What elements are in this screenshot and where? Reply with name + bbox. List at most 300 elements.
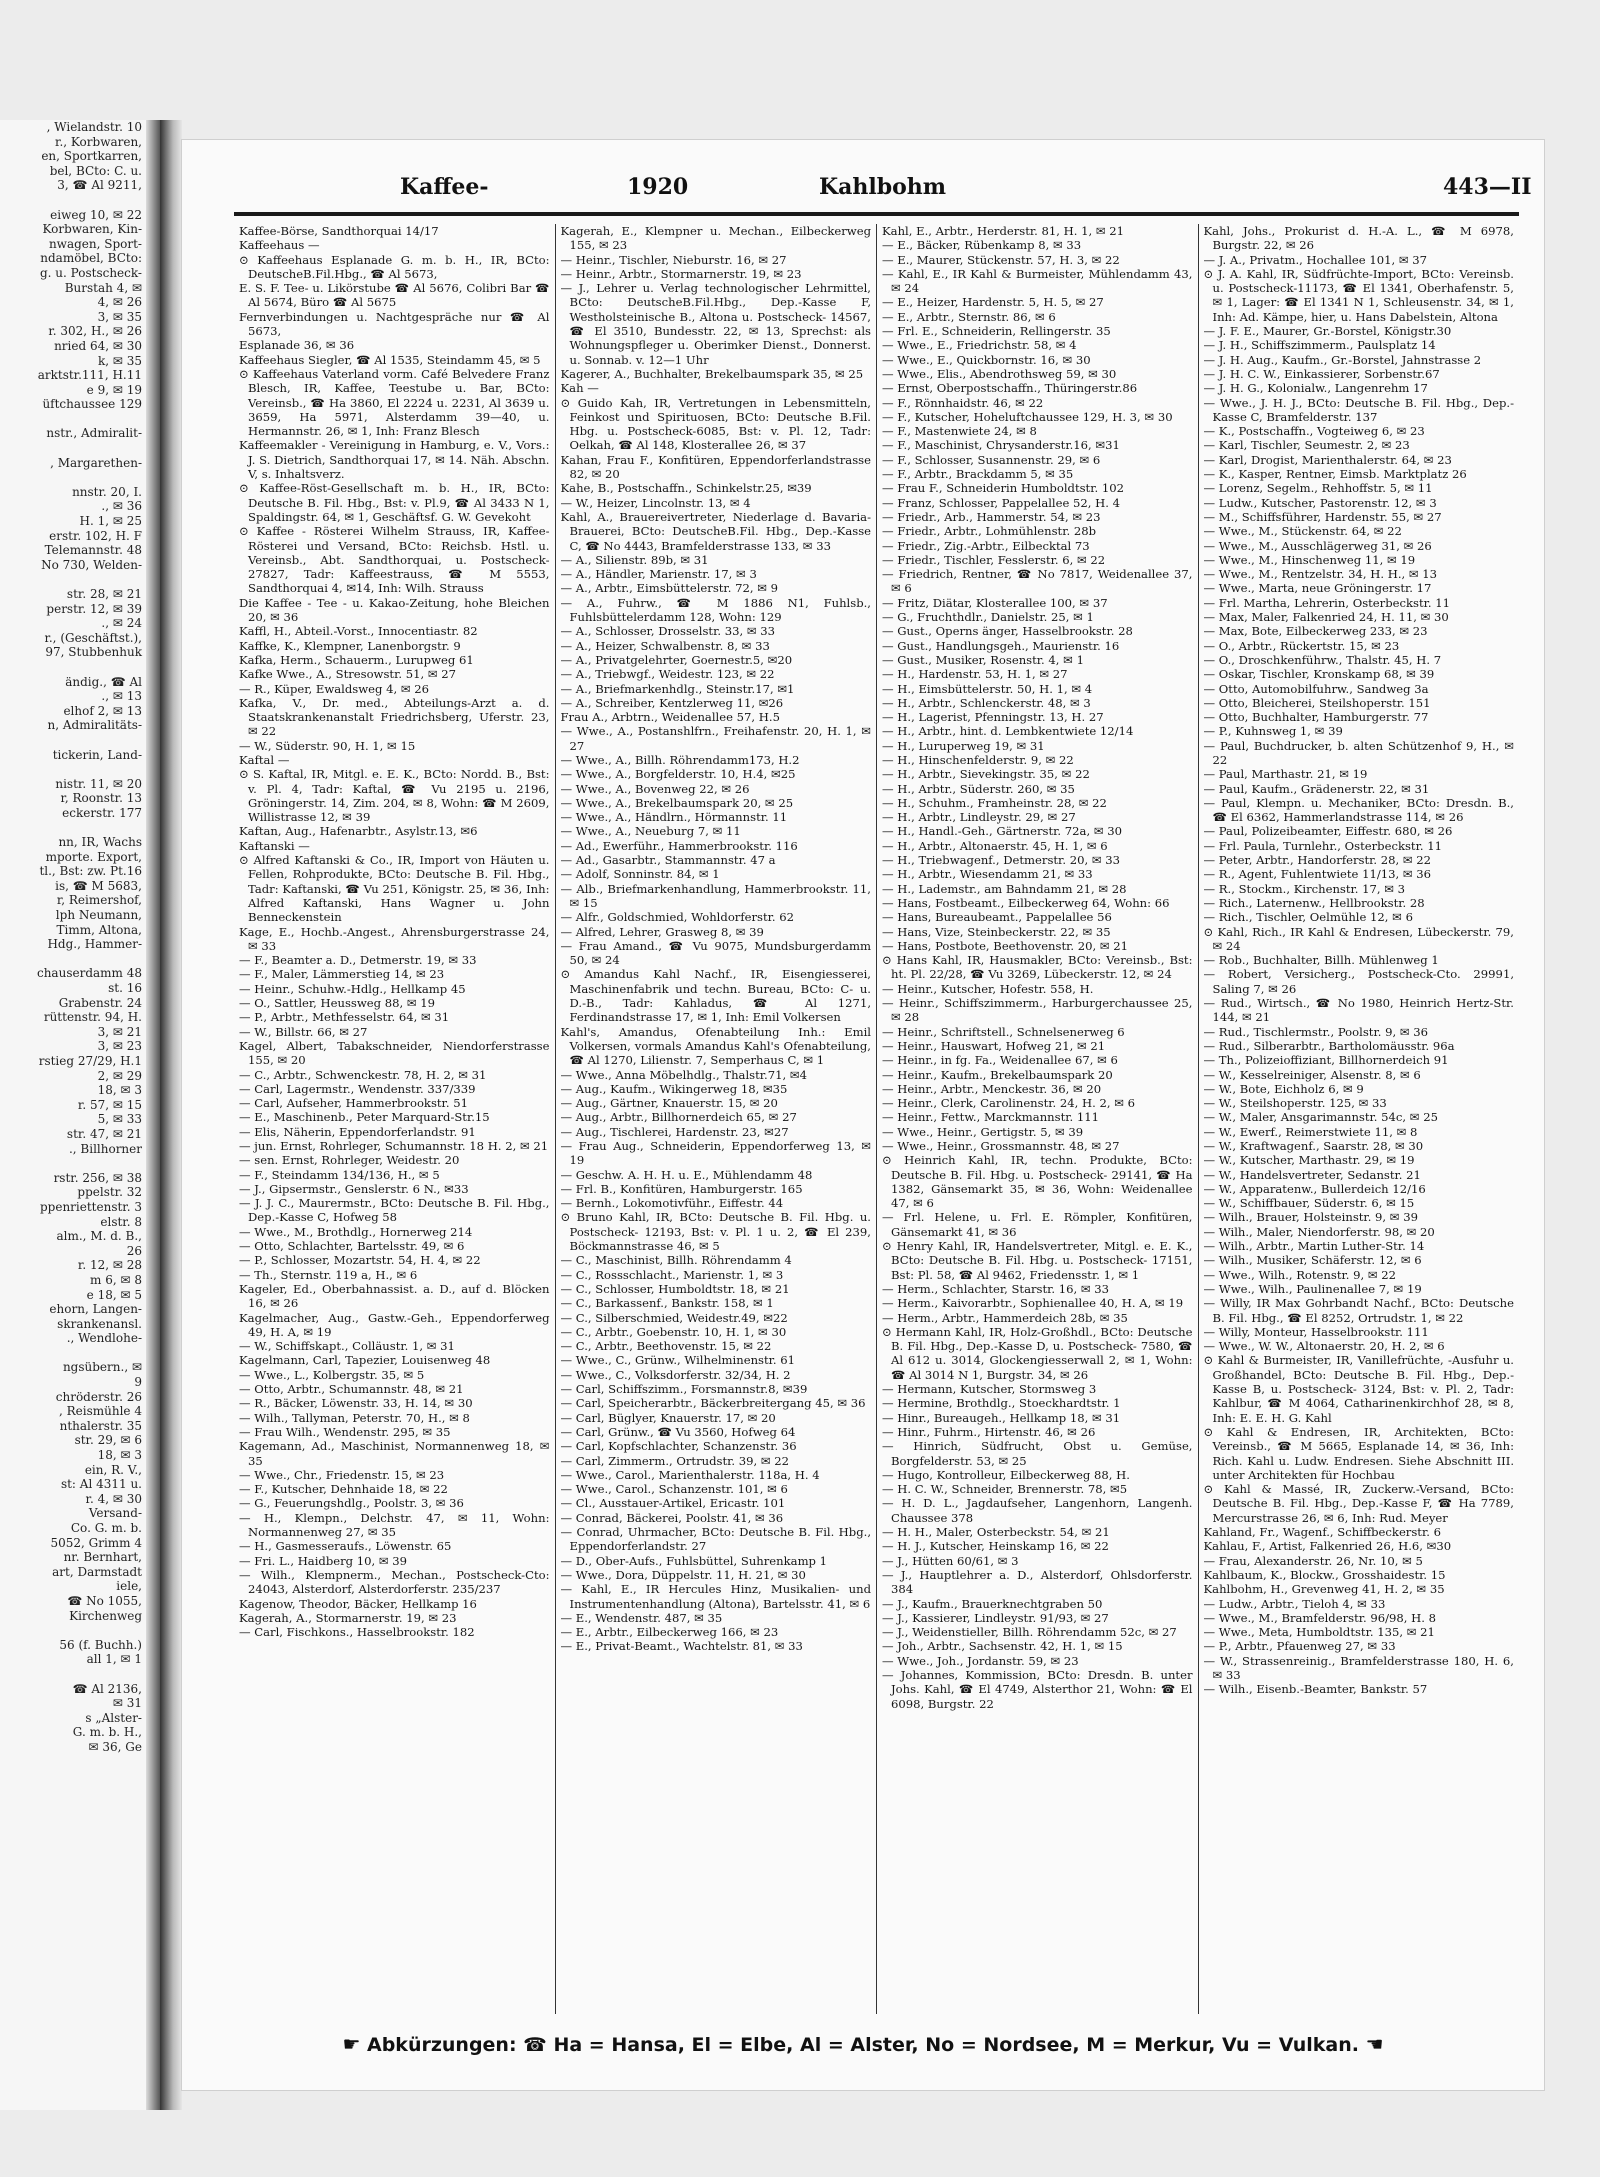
directory-entry: — jun. Ernst, Rohrleger, Schumannstr. 18 H. 2, ✉ 21: [239, 1139, 549, 1153]
directory-entry: ⊙ Alfred Kaftanski & Co., IR, Import von Häuten u. Fellen, Rohprodukte, BCto: Deutsche B. Fil. Hbg., Tadr: Kaftanski, ☎ Vu 251, Königstr. 25, ✉ 36, Inh: Alfred Kaftanski, Hans Wagner u. John Benneckenstein: [239, 853, 550, 925]
directory-entry: — Heinr., Arbtr., Menckestr. 36, ✉ 20: [882, 1081, 1102, 1096]
directory-entry: Kahl, E., Arbtr., Herderstr. 81, H. 1, ✉ 21: [882, 224, 1125, 238]
directory-entry: — C., Rossschlacht., Marienstr. 1, ✉ 3: [560, 1267, 784, 1282]
directory-entry: Kahland, Fr., Wagenf., Schiffbeckerstr. 6: [1203, 1525, 1441, 1540]
previous-page-line: art, Darmstadt: [52, 1564, 142, 1579]
previous-page-line: mporte. Export,: [45, 849, 142, 864]
directory-entry: — Heinr., Schriftstell., Schnelsenerweg 6: [882, 1024, 1125, 1039]
directory-entry: — Wwe., Marta, neue Gröningerstr. 17: [1203, 581, 1432, 596]
directory-entry: — Wwe., Carol., Marienthalerstr. 118a, H. 4: [560, 1467, 820, 1482]
directory-entry: Kahl, Johs., Prokurist d. H.-A. L., ☎ M 6978, Burgstr. 22, ✉ 26: [1203, 224, 1514, 253]
directory-entry: Kahlbaum, K., Blockw., Grosshaidestr. 15: [1203, 1567, 1446, 1582]
directory-entry: — Kahl, E., IR Kahl & Burmeister, Mühlendamm 43, ✉ 24: [882, 266, 1193, 296]
directory-page: [182, 140, 1544, 2090]
directory-entry: — F., Arbtr., Brackdamm 5, ✉ 35: [882, 467, 1074, 482]
directory-entry: — Ludw., Arbtr., Tieloh 4, ✉ 33: [1203, 1596, 1386, 1611]
directory-entry: Kaftanski —: [239, 838, 310, 853]
directory-entry: — Wwe., A., Postanshlfrn., Freihafenstr. 20, H. 1, ✉ 27: [560, 724, 871, 753]
directory-entry: — D., Ober-Aufs., Fuhlsbüttel, Suhrenkamp 1: [560, 1553, 828, 1568]
previous-page-line: erstr. 102, H. F: [49, 528, 142, 543]
directory-entry: — Herm., Schlachter, Starstr. 16, ✉ 33: [882, 1281, 1110, 1296]
previous-page-line: e 9, ✉ 19: [86, 382, 142, 397]
directory-entry: — Friedrich, Rentner, ☎ No 7817, Weidenallee 37, ✉ 6: [882, 567, 1193, 596]
directory-entry: — Wwe., Chr., Friedenstr. 15, ✉ 23: [239, 1467, 445, 1482]
directory-entry: — K., Postschaffn., Vogteiweg 6, ✉ 23: [1203, 424, 1425, 439]
previous-page-line: ✉ 36, Ge: [88, 1739, 142, 1754]
directory-entry: — Max, Maler, Falkenried 24, H. 11, ✉ 30: [1203, 610, 1449, 625]
directory-entry: — Otto, Arbtr., Schumannstr. 48, ✉ 21: [239, 1382, 464, 1397]
directory-entry: — H., Hardenstr. 53, H. 1, ✉ 27: [882, 667, 1068, 682]
previous-page-line: [0, 441, 160, 456]
directory-entry: — Fritz, Diätar, Klosterallee 100, ✉ 37: [882, 595, 1108, 610]
previous-page-text: [0, 120, 160, 1755]
directory-entry: — J. H. C. W., Einkassierer, Sorbenstr.67: [1203, 366, 1440, 381]
directory-entry: — Carl, Fischkons., Hasselbrookstr. 182: [239, 1625, 475, 1640]
directory-entry: — Wwe., Joh., Jordanstr. 59, ✉ 23: [882, 1653, 1079, 1668]
directory-entry: — H. D. L., Jagdaufseher, Langenhorn, Langenh. Chaussee 378: [882, 1496, 1193, 1525]
directory-entry: — J. A., Privatm., Hochallee 101, ✉ 37: [1203, 252, 1427, 267]
previous-page-line: [0, 1667, 160, 1682]
directory-entry: ⊙ Kahl & Endresen, IR, Architekten, BCto: Vereinsb., ☎ M 5665, Esplanade 14, ✉ 36, Inh: Rich. Kahl u. Ludw. Endresen. Siehe Abschnitt III. unter Architekten für Hochbau: [1203, 1424, 1514, 1482]
directory-entry: — Otto, Buchhalter, Hamburgerstr. 77: [1203, 710, 1429, 725]
previous-page-line: r., Korbwaren,: [55, 134, 142, 149]
directory-entry: — Wwe., A., Billh. Röhrendamm173, H.2: [560, 752, 800, 767]
directory-entry: — Franz, Schlosser, Pappelallee 52, H. 4: [882, 495, 1121, 510]
previous-page-line: ✉ 31: [112, 1696, 142, 1711]
directory-entry: — C., Barkassenf., Bankstr. 158, ✉ 1: [560, 1296, 774, 1311]
directory-entry: — Carl, Aufseher, Hammerbrookstr. 51: [239, 1096, 468, 1111]
directory-entry: Kaftal —: [239, 752, 290, 767]
directory-entry: — Rud., Wirtsch., ☎ No 1980, Heinrich Hertz-Str. 144, ✉ 21: [1203, 996, 1514, 1025]
previous-page-line: 97, Stubbenhuk: [45, 645, 142, 660]
directory-entry: — W., Ewerf., Reimerstwiete 11, ✉ 8: [1203, 1124, 1418, 1139]
directory-entry: — Wilh., Arbtr., Martin Luther-Str. 14: [1203, 1239, 1425, 1254]
directory-entry: Kagerer, A., Buchhalter, Brekelbaumspark 35, ✉ 25: [560, 366, 864, 381]
directory-entry: — Hans, Vize, Steinbeckerstr. 22, ✉ 35: [882, 924, 1111, 939]
header-section-left: Kaffee-: [400, 174, 489, 200]
directory-entry: — Friedr., Arb., Hammerstr. 54, ✉ 23: [882, 509, 1101, 524]
previous-page-line: nn, IR, Wachs: [58, 835, 142, 850]
directory-entry: — C., Arbtr., Goebenstr. 10, H. 1, ✉ 30: [560, 1324, 787, 1339]
directory-entry: — Aug., Tischlerei, Hardenstr. 23, ✉27: [560, 1124, 789, 1139]
directory-entry: — P., Arbtr., Methfesselstr. 64, ✉ 31: [239, 1010, 450, 1025]
directory-entry: — W., Bote, Eichholz 6, ✉ 9: [1203, 1081, 1364, 1096]
directory-entry: — J., Kassierer, Lindleystr. 91/93, ✉ 27: [882, 1610, 1109, 1625]
directory-entry: — A., Händler, Marienstr. 17, ✉ 3: [560, 567, 757, 582]
directory-entry: — W., Kraftwagenf., Saarstr. 28, ✉ 30: [1203, 1139, 1424, 1153]
directory-entry: — Rud., Silberarbtr., Bartholomäusstr. 96a: [1203, 1038, 1455, 1053]
directory-entry: — Heinr., Tischler, Nieburstr. 16, ✉ 27: [560, 252, 787, 267]
previous-page-line: [0, 1623, 160, 1638]
directory-entry: — Friedr., Tischler, Fesslerstr. 6, ✉ 22: [882, 552, 1106, 567]
directory-entry: ⊙ Bruno Kahl, IR, BCto: Deutsche B. Fil. Hbg. u. Postscheck- 12193, Bst: v. Pl. 1 u. 2, ☎ El 239, Böckmannstrasse 46, ✉ 5: [560, 1210, 871, 1254]
directory-entry: — Wwe., M., Bramfelderstr. 96/98, H. 8: [1203, 1610, 1437, 1625]
directory-entry: — Ernst, Oberpostschaffn., Thüringerstr.86: [882, 381, 1138, 396]
directory-entry: — Johannes, Kommission, BCto: Dresdn. B. unter Johs. Kahl, ☎ El 4749, Alsterthor 21, Wohn: ☎ El 6098, Burgstr. 22: [882, 1667, 1193, 1711]
directory-entry: Kage, E., Hochb.-Angest., Ahrensburgerstrasse 24, ✉ 33: [239, 924, 550, 953]
directory-entry: — H., Triebwagenf., Detmerstr. 20, ✉ 33: [882, 853, 1120, 868]
directory-entry: — Wilh., Eisenb.-Beamter, Bankstr. 57: [1203, 1682, 1428, 1697]
previous-page-line: rüttenstr. 94, H.: [43, 1010, 142, 1025]
previous-page-line: Kirchenweg: [69, 1608, 142, 1623]
directory-entry: Kagelmann, Carl, Tapezier, Louisenweg 48: [239, 1353, 491, 1368]
directory-entry: — J., Kaufm., Brauerknechtgraben 50: [882, 1596, 1103, 1611]
directory-entry: — H., Hinschenfelderstr. 9, ✉ 22: [882, 752, 1074, 767]
previous-page-line: eckerstr. 177: [62, 805, 142, 820]
directory-entry: — Heinr., Clerk, Carolinenstr. 24, H. 2, ✉ 6: [882, 1096, 1136, 1111]
previous-page-line: ngsübern., ✉: [62, 1360, 142, 1375]
previous-page-line: nwagen, Sport-: [48, 236, 142, 251]
directory-entry: — Kahl, E., IR Hercules Hinz, Musikalien- und Instrumentenhandlung (Altona), Bartelsstr. 41, ✉ 6: [560, 1582, 871, 1611]
previous-page-line: No 730, Welden-: [41, 557, 142, 572]
directory-entry: — Wwe., E., Friedrichstr. 58, ✉ 4: [882, 338, 1077, 353]
abbreviations-footer: [182, 2032, 1544, 2056]
previous-page-line: elhof 2, ✉ 13: [63, 703, 142, 718]
directory-entry: E. S. F. Tee- u. Likörstube ☎ Al 5676, Colibri Bar ☎ Al 5674, Büro ☎ Al 5675: [239, 281, 550, 310]
previous-page-line: G. m. b. H.,: [72, 1725, 142, 1740]
pointing-hand-right-icon: ☚: [1365, 2032, 1384, 2056]
previous-page-line: 9: [134, 1375, 142, 1390]
directory-entry: — F., Schlosser, Susannenstr. 29, ✉ 6: [882, 452, 1101, 467]
directory-entry: Kaffl, H., Abteil.-Vorst., Innocentiastr. 82: [239, 624, 478, 639]
directory-entry: — Hugo, Kontrolleur, Eilbeckerweg 88, H.: [882, 1467, 1130, 1482]
directory-entry: — Wwe., Wilh., Paulinenallee 7, ✉ 19: [1203, 1281, 1422, 1296]
directory-entry: ⊙ Hermann Kahl, IR, Holz-Großhdl., BCto: Deutsche B. Fil. Hbg., Dep.-Kasse D, u. Postscheck- 7580, ☎ Al 612 u. 3014, Glockengiesserwall 2, ✉ 1, Wohn: ☎ Al 3014 N 1, Burgstr. 34, ✉ 26: [882, 1324, 1193, 1382]
directory-entry: — Wilh., Klempnerm., Mechan., Postscheck-Cto: 24043, Alsterdorf, Alsterdorferstr. 235/237: [239, 1567, 550, 1597]
directory-entry: ⊙ Kaffee-Röst-Gesellschaft m. b. H., IR, BCto: Deutsche B. Fil. Hbg., Bst: v. Pl.9, ☎ Al 3433 N 1, Spaldingstr. 64, ✉ 1, Geschäftsf. G. W. Gevekoht: [239, 481, 550, 524]
directory-entry: — Wwe., Elis., Abendrothsweg 59, ✉ 30: [882, 366, 1117, 381]
previous-page-line: [0, 572, 160, 587]
directory-entry: — H., Arbtr., Schlenckerstr. 48, ✉ 3: [882, 695, 1091, 710]
previous-page-line: iele,: [116, 1579, 142, 1594]
pointing-hand-left-icon: ☛: [342, 2032, 361, 2056]
directory-entry: — W., Kesselreiniger, Alsenstr. 8, ✉ 6: [1203, 1067, 1421, 1082]
book-gutter: [160, 120, 182, 2110]
directory-entry: — Peter, Arbtr., Handorferstr. 28, ✉ 22: [1203, 853, 1432, 868]
directory-entry: — Wwe., C., Grünw., Wilhelminenstr. 61: [560, 1353, 796, 1368]
directory-entry: — P., Kuhnsweg 1, ✉ 39: [1203, 724, 1343, 739]
directory-entry: — Paul, Buchdrucker, b. alten Schützenhof 9, H., ✉ 22: [1203, 738, 1514, 767]
directory-entry: — W., Kutscher, Marthastr. 29, ✉ 19: [1203, 1153, 1415, 1168]
previous-page-line: ppelstr. 32: [77, 1185, 142, 1200]
previous-page-line: en, Sportkarren,: [41, 149, 142, 164]
directory-entry: — Wwe., W. W., Altonaerstr. 20, H. 2, ✉ 6: [1203, 1339, 1445, 1354]
previous-page-line: st. 16: [108, 981, 142, 996]
previous-page-line: ppenriettenstr. 3: [39, 1199, 142, 1214]
directory-entry: — W., Apparatenw., Bullerdeich 12/16: [1203, 1181, 1426, 1196]
directory-entry: — Wwe., M., Stückenstr. 64, ✉ 22: [1203, 524, 1402, 539]
directory-entry: — E., Arbtr., Eilbeckerweg 166, ✉ 23: [560, 1625, 779, 1640]
previous-page-line: tickerin, Land-: [52, 747, 142, 762]
previous-page-line: Burstah 4, ✉: [64, 280, 142, 295]
directory-entry: ⊙ Kahl & Burmeister, IR, Vanillefrüchte, -Ausfuhr u. Großhandel, BCto: Deutsche B. Fil. Hbg., Dep.-Kasse B, u. Postscheck- 3124, Bst: v. Pl. 2, Tadr: Kahlbur, ☎ M 4064, Catharinenkirchhof 28, ✉ 8, Inh: E. E. H. G. Kahl: [1203, 1353, 1514, 1425]
directory-entry: — Gust., Operns änger, Hasselbrookstr. 28: [882, 624, 1133, 639]
previous-page-line: lph Neumann,: [55, 908, 142, 923]
directory-entry: — Rich., Tischler, Oelmühle 12, ✉ 6: [1203, 910, 1413, 925]
previous-page-line: s „Alster-: [85, 1710, 142, 1725]
directory-entry: ⊙ Kaffeehaus Vaterland vorm. Café Belvedere Franz Blesch, IR, Kaffee, Teestube u. Bar, BCto: Vereinsb., ☎ Ha 3860, El 2224 u. 2231, Al 3639 u. 3659, Ha 5971, Alsterdamm 39—40, u. Hermannstr. 26, ✉ 1, Inh: Franz Blesch: [239, 366, 550, 439]
directory-entry: ⊙ Guido Kah, IR, Vertretungen in Lebensmitteln, Feinkost und Spirituosen, BCto: Deutsche B.Fil. Hbg. u. Postscheck-6085, Bst: v. Pl. 12, Tadr: Oelkah, ☎ Al 148, Klosterallee 26, ✉ 37: [560, 395, 871, 453]
previous-page-line: [0, 733, 160, 748]
directory-entry: — Heinr., Kutscher, Hofestr. 558, H.: [882, 981, 1094, 996]
directory-entry: Kaffeehaus Siegler, ☎ Al 1535, Steindamm 45, ✉ 5: [239, 352, 541, 367]
directory-entry: — H., Arbtr., Wiesendamm 21, ✉ 33: [882, 867, 1093, 882]
previous-page-line: 3, ✉ 23: [97, 1039, 142, 1054]
previous-page-line: 56 (f. Buchh.): [59, 1637, 142, 1652]
previous-page-line: arktstr.111, H.11: [37, 368, 142, 383]
directory-entry: — Conrad, Bäckerei, Poolstr. 41, ✉ 36: [560, 1510, 784, 1525]
previous-page-line: e 18, ✉ 5: [86, 1287, 142, 1302]
directory-entry: — H., Gasmesseraufs., Löwenstr. 65: [239, 1539, 452, 1554]
previous-page-line: all 1, ✉ 1: [86, 1652, 142, 1667]
directory-entry: — Otto, Bleicherei, Steilshoperstr. 151: [1203, 695, 1431, 710]
previous-page-line: [0, 762, 160, 777]
directory-entry: — Karl, Drogist, Marienthalerstr. 64, ✉ 23: [1203, 452, 1452, 467]
directory-entry: — W., Steilshoperstr. 125, ✉ 33: [1203, 1096, 1387, 1111]
directory-entry: — Wwe., M., Rentzelstr. 34, H. H., ✉ 13: [1203, 567, 1438, 582]
previous-page-line: st: Al 4311 u.: [60, 1477, 142, 1492]
directory-entry: — H., Handl.-Geh., Gärtnerstr. 72a, ✉ 30: [882, 824, 1122, 839]
directory-entry: — Alb., Briefmarkenhandlung, Hammerbrookstr. 11, ✉ 15: [560, 881, 871, 910]
directory-entry: — Heinr., Schuhw.-Hdlg., Hellkamp 45: [239, 981, 466, 996]
directory-entry: — Wwe., Heinr., Gertigstr. 5, ✉ 39: [882, 1124, 1084, 1139]
directory-entry: — A., Heizer, Schwalbenstr. 8, ✉ 33: [560, 638, 770, 653]
previous-page-line: chröderstr. 26: [55, 1389, 142, 1404]
directory-entry: — Wwe., E., Quickbornstr. 16, ✉ 30: [882, 352, 1091, 367]
directory-entry: Kaffeemakler - Vereinigung in Hamburg, e. V., Vors.: J. S. Dietrich, Sandthorquai 17, ✉ 14. Näh. Abschn. V, s. Inhaltsverz.: [239, 438, 550, 482]
directory-entry: — J. H. Aug., Kaufm., Gr.-Borstel, Jahnstrasse 2: [1203, 352, 1482, 367]
previous-page-line: [0, 193, 160, 208]
directory-entry: — C., Silberschmied, Weidestr.49, ✉22: [560, 1310, 788, 1325]
directory-entry: — A., Schreiber, Kentzlerweg 11, ✉26: [560, 695, 784, 710]
previous-page-line: [0, 1346, 160, 1361]
previous-page-line: Hdg., Hammer-: [47, 937, 142, 952]
directory-entry: — Geschw. A. H. H. u. E., Mühlendamm 48: [560, 1167, 813, 1182]
header-section-right: Kahlbohm: [819, 174, 947, 200]
previous-page-line: perstr. 12, ✉ 39: [46, 601, 142, 616]
directory-entry: — Gust., Musiker, Rosenstr. 4, ✉ 1: [882, 652, 1084, 667]
directory-entry: — Rob., Buchhalter, Billh. Mühlenweg 1: [1203, 953, 1439, 968]
directory-entry: — W., Strassenreinig., Bramfelderstrasse 180, H. 6, ✉ 33: [1203, 1653, 1514, 1682]
directory-entry: — E., Maschinenb., Peter Marquard-Str.15: [239, 1110, 490, 1125]
directory-entry: — O., Droschkenführw., Thalstr. 45, H. 7: [1203, 652, 1442, 667]
directory-entry: — K., Kasper, Rentner, Eimsb. Marktplatz 26: [1203, 467, 1467, 482]
directory-entry: — Carl, Grünw., ☎ Vu 3560, Hofweg 64: [560, 1424, 796, 1439]
directory-entry: — sen. Ernst, Rohrleger, Weidestr. 20: [239, 1153, 460, 1168]
directory-entry: — W., Heizer, Lincolnstr. 13, ✉ 4: [560, 495, 751, 510]
previous-page-line: nistr. 11, ✉ 20: [55, 776, 142, 791]
previous-page-line: ☎ Al 2136,: [72, 1681, 142, 1696]
previous-page-line: r. 302, H., ✉ 26: [48, 324, 142, 339]
directory-entry: — Conrad, Uhrmacher, BCto: Deutsche B. Fil. Hbg., Eppendorferlandstr. 27: [560, 1525, 871, 1554]
directory-entry: — J., Hauptlehrer a. D., Alsterdorf, Ohlsdorferstr. 384: [882, 1567, 1193, 1597]
directory-entry: — O., Arbtr., Rückertstr. 15, ✉ 23: [1203, 638, 1400, 653]
previous-page-line: Timm, Altona,: [56, 922, 142, 937]
directory-entry: — H., Arbtr., hint. d. Lembkentwiete 12/14: [882, 724, 1134, 739]
directory-entry: — W., Schiffbauer, Süderstr. 6, ✉ 15: [1203, 1196, 1415, 1211]
directory-entry: — Wwe., Meta, Humboldtstr. 135, ✉ 21: [1203, 1625, 1435, 1640]
directory-entry: — Friedr., Zig.-Arbtr., Eilbecktal 73: [882, 538, 1090, 553]
directory-entry: — R., Agent, Fuhlentwiete 11/13, ✉ 36: [1203, 867, 1432, 882]
directory-entry: — Wwe., J. H. J., BCto: Deutsche B. Fil. Hbg., Dep.-Kasse C, Bramfelderstr. 137: [1203, 395, 1514, 424]
directory-entry: ⊙ Kahl & Massé, IR, Zuckerw.-Versand, BCto: Deutsche B. Fil. Hbg., Dep.-Kasse F, ☎ Ha 7789, Mercurstrasse 26, ✉ 6, Inh: Rud. Meyer: [1203, 1482, 1514, 1525]
previous-page-line: 3, ✉ 21: [97, 1024, 142, 1039]
directory-entry: Kaffeehaus —: [239, 238, 320, 253]
column-1: [234, 224, 556, 2014]
directory-entry: Kahlbohm, H., Grevenweg 41, H. 2, ✉ 35: [1203, 1582, 1445, 1597]
directory-entry: — Heinr., Hauswart, Hofweg 21, ✉ 21: [882, 1038, 1106, 1053]
previous-page-line: r., (Geschäftst.),: [44, 630, 142, 645]
directory-entry: — Elis, Näherin, Eppendorferlandstr. 91: [239, 1124, 476, 1139]
directory-entry: — Wwe., L., Kolbergstr. 35, ✉ 5: [239, 1367, 425, 1382]
directory-entry: Kagemann, Ad., Maschinist, Normannenweg 18, ✉ 35: [239, 1439, 550, 1468]
page-header: [182, 174, 1544, 208]
directory-entry: Kahe, B., Postschaffn., Schinkelstr.25, ✉39: [560, 481, 812, 496]
directory-entry: Kahan, Frau F., Konfitüren, Eppendorferlandstrasse 82, ✉ 20: [560, 452, 871, 482]
previous-page-line: [0, 952, 160, 967]
directory-entry: — H., Lademstr., am Bahndamm 21, ✉ 28: [882, 881, 1127, 896]
directory-entry: — Karl, Tischler, Seumestr. 2, ✉ 23: [1203, 438, 1410, 453]
directory-entry: — Wwe., Heinr., Grossmannstr. 48, ✉ 27: [882, 1139, 1120, 1153]
directory-entry: — Herm., Arbtr., Hammerdeich 28b, ✉ 35: [882, 1310, 1128, 1325]
previous-page-line: ehorn, Langen-: [49, 1302, 142, 1317]
previous-page-line: nried 64, ✉ 30: [54, 338, 142, 353]
directory-entry: — J. H., Schiffszimmerm., Paulsplatz 14: [1203, 338, 1436, 353]
directory-entry: Kageler, Ed., Oberbahnassist. a. D., auf d. Blöcken 16, ✉ 26: [239, 1281, 550, 1311]
directory-entry: — Heinr., Kaufm., Brekelbaumspark 20: [882, 1067, 1113, 1082]
column-4: [1199, 224, 1520, 2014]
previous-page-line: , Reismühle 4: [59, 1404, 142, 1419]
previous-page-line: Telemannstr. 48: [44, 543, 142, 558]
previous-page-line: rstr. 256, ✉ 38: [53, 1170, 142, 1185]
directory-entry: — Frl. B., Konfitüren, Hamburgerstr. 165: [560, 1181, 803, 1196]
directory-entry: — Wwe., Anna Möbelhdlg., Thalstr.71, ✉4: [560, 1067, 807, 1082]
directory-entry: — G., Feuerungshdlg., Poolstr. 3, ✉ 36: [239, 1496, 464, 1511]
directory-entry: — H., Luruperweg 19, ✉ 31: [882, 738, 1045, 753]
previous-page-line: 5, ✉ 33: [97, 1112, 142, 1127]
directory-entry: — Carl, Büglyer, Knauerstr. 17, ✉ 20: [560, 1410, 776, 1425]
book-spine: [146, 120, 160, 2110]
directory-entry: — O., Sattler, Heussweg 88, ✉ 19: [239, 996, 436, 1011]
directory-entry: — F., Kutscher, Dehnhaide 18, ✉ 22: [239, 1482, 448, 1497]
directory-entry: ⊙ Heinrich Kahl, IR, techn. Produkte, BCto: Deutsche B. Fil. Hbg. u. Postscheck- 29141, ☎ Ha 1382, Gänsemarkt 35, ✉ 36, Wohn: Weidenallee 47, ✉ 6: [882, 1153, 1193, 1211]
directory-entry: — H., Lagerist, Pfenningstr. 13, H. 27: [882, 710, 1104, 725]
previous-page-line: 3, ✉ 35: [97, 309, 142, 324]
directory-entry: — W., Handelsvertreter, Sedanstr. 21: [1203, 1167, 1421, 1182]
previous-page-line: Co. G. m. b.: [70, 1521, 142, 1535]
directory-entry: Kafka, Herm., Schauerm., Lurupweg 61: [239, 652, 474, 667]
directory-entry: — F., Maschinist, Chrysanderstr.16, ✉31: [882, 438, 1120, 453]
previous-page-line: ., Wendlohe-: [66, 1331, 142, 1346]
header-rule: [234, 212, 1519, 216]
directory-entry: — F., Rönnhaidstr. 46, ✉ 22: [882, 395, 1044, 410]
directory-entry: — Aug., Kaufm., Wikingerweg 18, ✉35: [560, 1081, 788, 1096]
directory-entry: — Carl, Speicherarbtr., Bäckerbreitergang 45, ✉ 36: [560, 1396, 866, 1411]
previous-page-line: str. 29, ✉ 6: [74, 1433, 142, 1448]
directory-entry: — Frl. E., Schneiderin, Rellingerstr. 35: [882, 324, 1111, 339]
directory-entry: — Paul, Marthastr. 21, ✉ 19: [1203, 767, 1368, 782]
previous-page-line: ein, R. V.,: [84, 1462, 142, 1477]
directory-entry: — Friedr., Arbtr., Lohmühlenstr. 28b: [882, 524, 1097, 539]
directory-entry: — H., Arbtr., Lindleystr. 29, ✉ 27: [882, 810, 1076, 825]
directory-entry: — Gust., Handlungsgeh., Maurienstr. 16: [882, 638, 1120, 653]
directory-entry: — Wwe., M., Hinschenweg 11, ✉ 19: [1203, 552, 1416, 567]
directory-entry: — G., Fruchthdlr., Danielstr. 25, ✉ 1: [882, 610, 1094, 625]
directory-entry: ⊙ S. Kaftal, IR, Mitgl. e. E. K., BCto: Nordd. B., Bst: v. Pl. 4, Tadr: Kaftal, ☎ Vu 2195 u. 2196, Gröningerstr. 14, Zim. 204, ✉ 8, Wohn: ☎ M 2609, Willistrasse 12, ✉ 39: [239, 767, 550, 825]
directory-entry: — Ad., Gasarbtr., Stammannstr. 47 a: [560, 853, 776, 868]
previous-page-line: 2, ✉ 29: [97, 1068, 142, 1083]
previous-page-line: ., ✉ 36: [101, 499, 142, 514]
directory-entry: — J., Weidenstieller, Billh. Röhrendamm 52c, ✉ 27: [882, 1625, 1177, 1640]
previous-page-line: 18, ✉ 3: [97, 1083, 142, 1098]
directory-entry: — Rud., Tischlermstr., Poolstr. 9, ✉ 36: [1203, 1024, 1428, 1039]
column-2: [556, 224, 878, 2014]
directory-entry: — J. H. G., Kolonialw., Langenrehm 17: [1203, 381, 1428, 396]
directory-entry: — F., Mastenwiete 24, ✉ 8: [882, 424, 1037, 439]
directory-entry: — Hans, Bureaubeamt., Pappelallee 56: [882, 910, 1112, 925]
directory-entry: — Willy, Monteur, Hasselbrookstr. 111: [1203, 1324, 1429, 1339]
directory-entry: — J. F. E., Maurer, Gr.-Borstel, Königstr.30: [1203, 324, 1452, 339]
previous-page-line: nnstr. 20, I.: [72, 484, 142, 499]
directory-entry: — Wilh., Musiker, Schäferstr. 12, ✉ 6: [1203, 1253, 1422, 1268]
previous-page-line: , Wielandstr. 10: [46, 120, 142, 134]
directory-entry: — H. J., Kutscher, Heinskamp 16, ✉ 22: [882, 1539, 1109, 1554]
previous-page-line: str. 28, ✉ 21: [66, 587, 142, 601]
directory-entry: — Ludw., Kutscher, Pastorenstr. 12, ✉ 3: [1203, 495, 1437, 510]
previous-page-line: nstr., Admiralit-: [46, 426, 142, 441]
previous-page-line: [0, 660, 160, 675]
directory-entry: — Hermann, Kutscher, Stormsweg 3: [882, 1382, 1097, 1397]
directory-entry: — Wwe., A., Bovenweg 22, ✉ 26: [560, 781, 750, 796]
directory-entry: — A., Arbtr., Eimsbüttelerstr. 72, ✉ 9: [560, 581, 778, 596]
directory-entry: Kahl, A., Brauereivertreter, Niederlage d. Bavaria-Brauerei, BCto: DeutscheB.Fil. Hbg., Dep.-Kasse C, ☎ No 4443, Bramfelderstrasse 133, ✉ 33: [560, 509, 871, 553]
directory-entry: — Wilh., Tallyman, Peterstr. 70, H., ✉ 8: [239, 1410, 470, 1425]
directory-entry: — Hinr., Fuhrm., Hirtenstr. 46, ✉ 26: [882, 1424, 1096, 1439]
directory-entry: — M., Schiffsführer, Hardenstr. 55, ✉ 27: [1203, 509, 1442, 524]
directory-entry: Kafka, V., Dr. med., Abteilungs-Arzt a. d. Staatskrankenanstalt Friedrichsberg, Uferstr. 23, ✉ 22: [239, 695, 550, 739]
directory-entry: — Aug., Arbtr., Billhornerdeich 65, ✉ 27: [560, 1110, 797, 1125]
previous-page-line: 26: [126, 1243, 142, 1258]
previous-page-fragment: [0, 120, 163, 2110]
directory-entry: — C., Schlosser, Humboldtstr. 18, ✉ 21: [560, 1281, 790, 1296]
directory-entry: — R., Küper, Ewaldsweg 4, ✉ 26: [239, 681, 430, 696]
directory-entry: ⊙ Henry Kahl, IR, Handelsvertreter, Mitgl. e. E. K., BCto: Deutsche B. Fil. Hbg. u. Postscheck- 17151, Bst: Pl. 58, ☎ Al 9462, Friedensstr. 1, ✉ 1: [882, 1239, 1193, 1282]
directory-entry: — W., Süderstr. 90, H. 1, ✉ 15: [239, 738, 416, 753]
directory-entry: — Wwe., A., Händlrn., Hörmannstr. 11: [560, 810, 788, 825]
directory-entry: — Hans, Postbote, Beethovenstr. 20, ✉ 21: [882, 938, 1129, 953]
directory-entry: — E., Privat-Beamt., Wachtelstr. 81, ✉ 33: [560, 1639, 803, 1654]
directory-entry: — Wwe., Carol., Schanzenstr. 101, ✉ 6: [560, 1482, 788, 1497]
directory-entry: ⊙ Hans Kahl, IR, Hausmakler, BCto: Vereinsb., Bst: ht. Pl. 22/28, ☎ Vu 3269, Lübeckerstr. 12, ✉ 24: [882, 953, 1193, 982]
previous-page-line: nthalerstr. 35: [59, 1418, 142, 1433]
directory-entry: — Frau Wilh., Wendenstr. 295, ✉ 35: [239, 1424, 451, 1439]
previous-page-line: , Margarethen-: [50, 455, 142, 470]
previous-page-line: 18, ✉ 3: [97, 1448, 142, 1463]
page-number: 443—II: [1443, 174, 1532, 200]
directory-entry: — Frl. Paula, Turnlehr., Osterbeckstr. 11: [1203, 838, 1442, 853]
previous-page-line: m 6, ✉ 8: [90, 1272, 142, 1287]
previous-page-line: tl., Bst: zw. Pt.16: [39, 864, 142, 879]
previous-page-line: H. 1, ✉ 25: [79, 514, 142, 529]
directory-entry: — Carl, Lagermstr., Wendenstr. 337/339: [239, 1081, 476, 1096]
directory-entry: — Otto, Automobilfuhrw., Sandweg 3a: [1203, 681, 1429, 696]
abbreviations-text: Abkürzungen: ☎ Ha = Hansa, El = Elbe, Al = Alster, No = Nordsee, M = Merkur, Vu = Vulkan.: [367, 2034, 1359, 2056]
directory-entry: — Paul, Klempn. u. Mechaniker, BCto: Dresdn. B., ☎ El 6362, Hammerlandstrasse 114, ✉ 26: [1203, 795, 1514, 825]
previous-page-line: ☎ No 1055,: [67, 1593, 142, 1608]
directory-entry: — H., Arbtr., Süderstr. 260, ✉ 35: [882, 781, 1075, 796]
directory-entry: ⊙ Amandus Kahl Nachf., IR, Eisengiesserei, Maschinenfabrik und techn. Bureau, BCto: C- u. D.-B., Tadr: Kahladus, ☎ Al 1271, Ferdinandstrasse 17, ✉ 1, Inh: Emil Volkersen: [560, 967, 871, 1025]
directory-entry: — H., Schuhm., Framheinstr. 28, ✉ 22: [882, 795, 1107, 810]
